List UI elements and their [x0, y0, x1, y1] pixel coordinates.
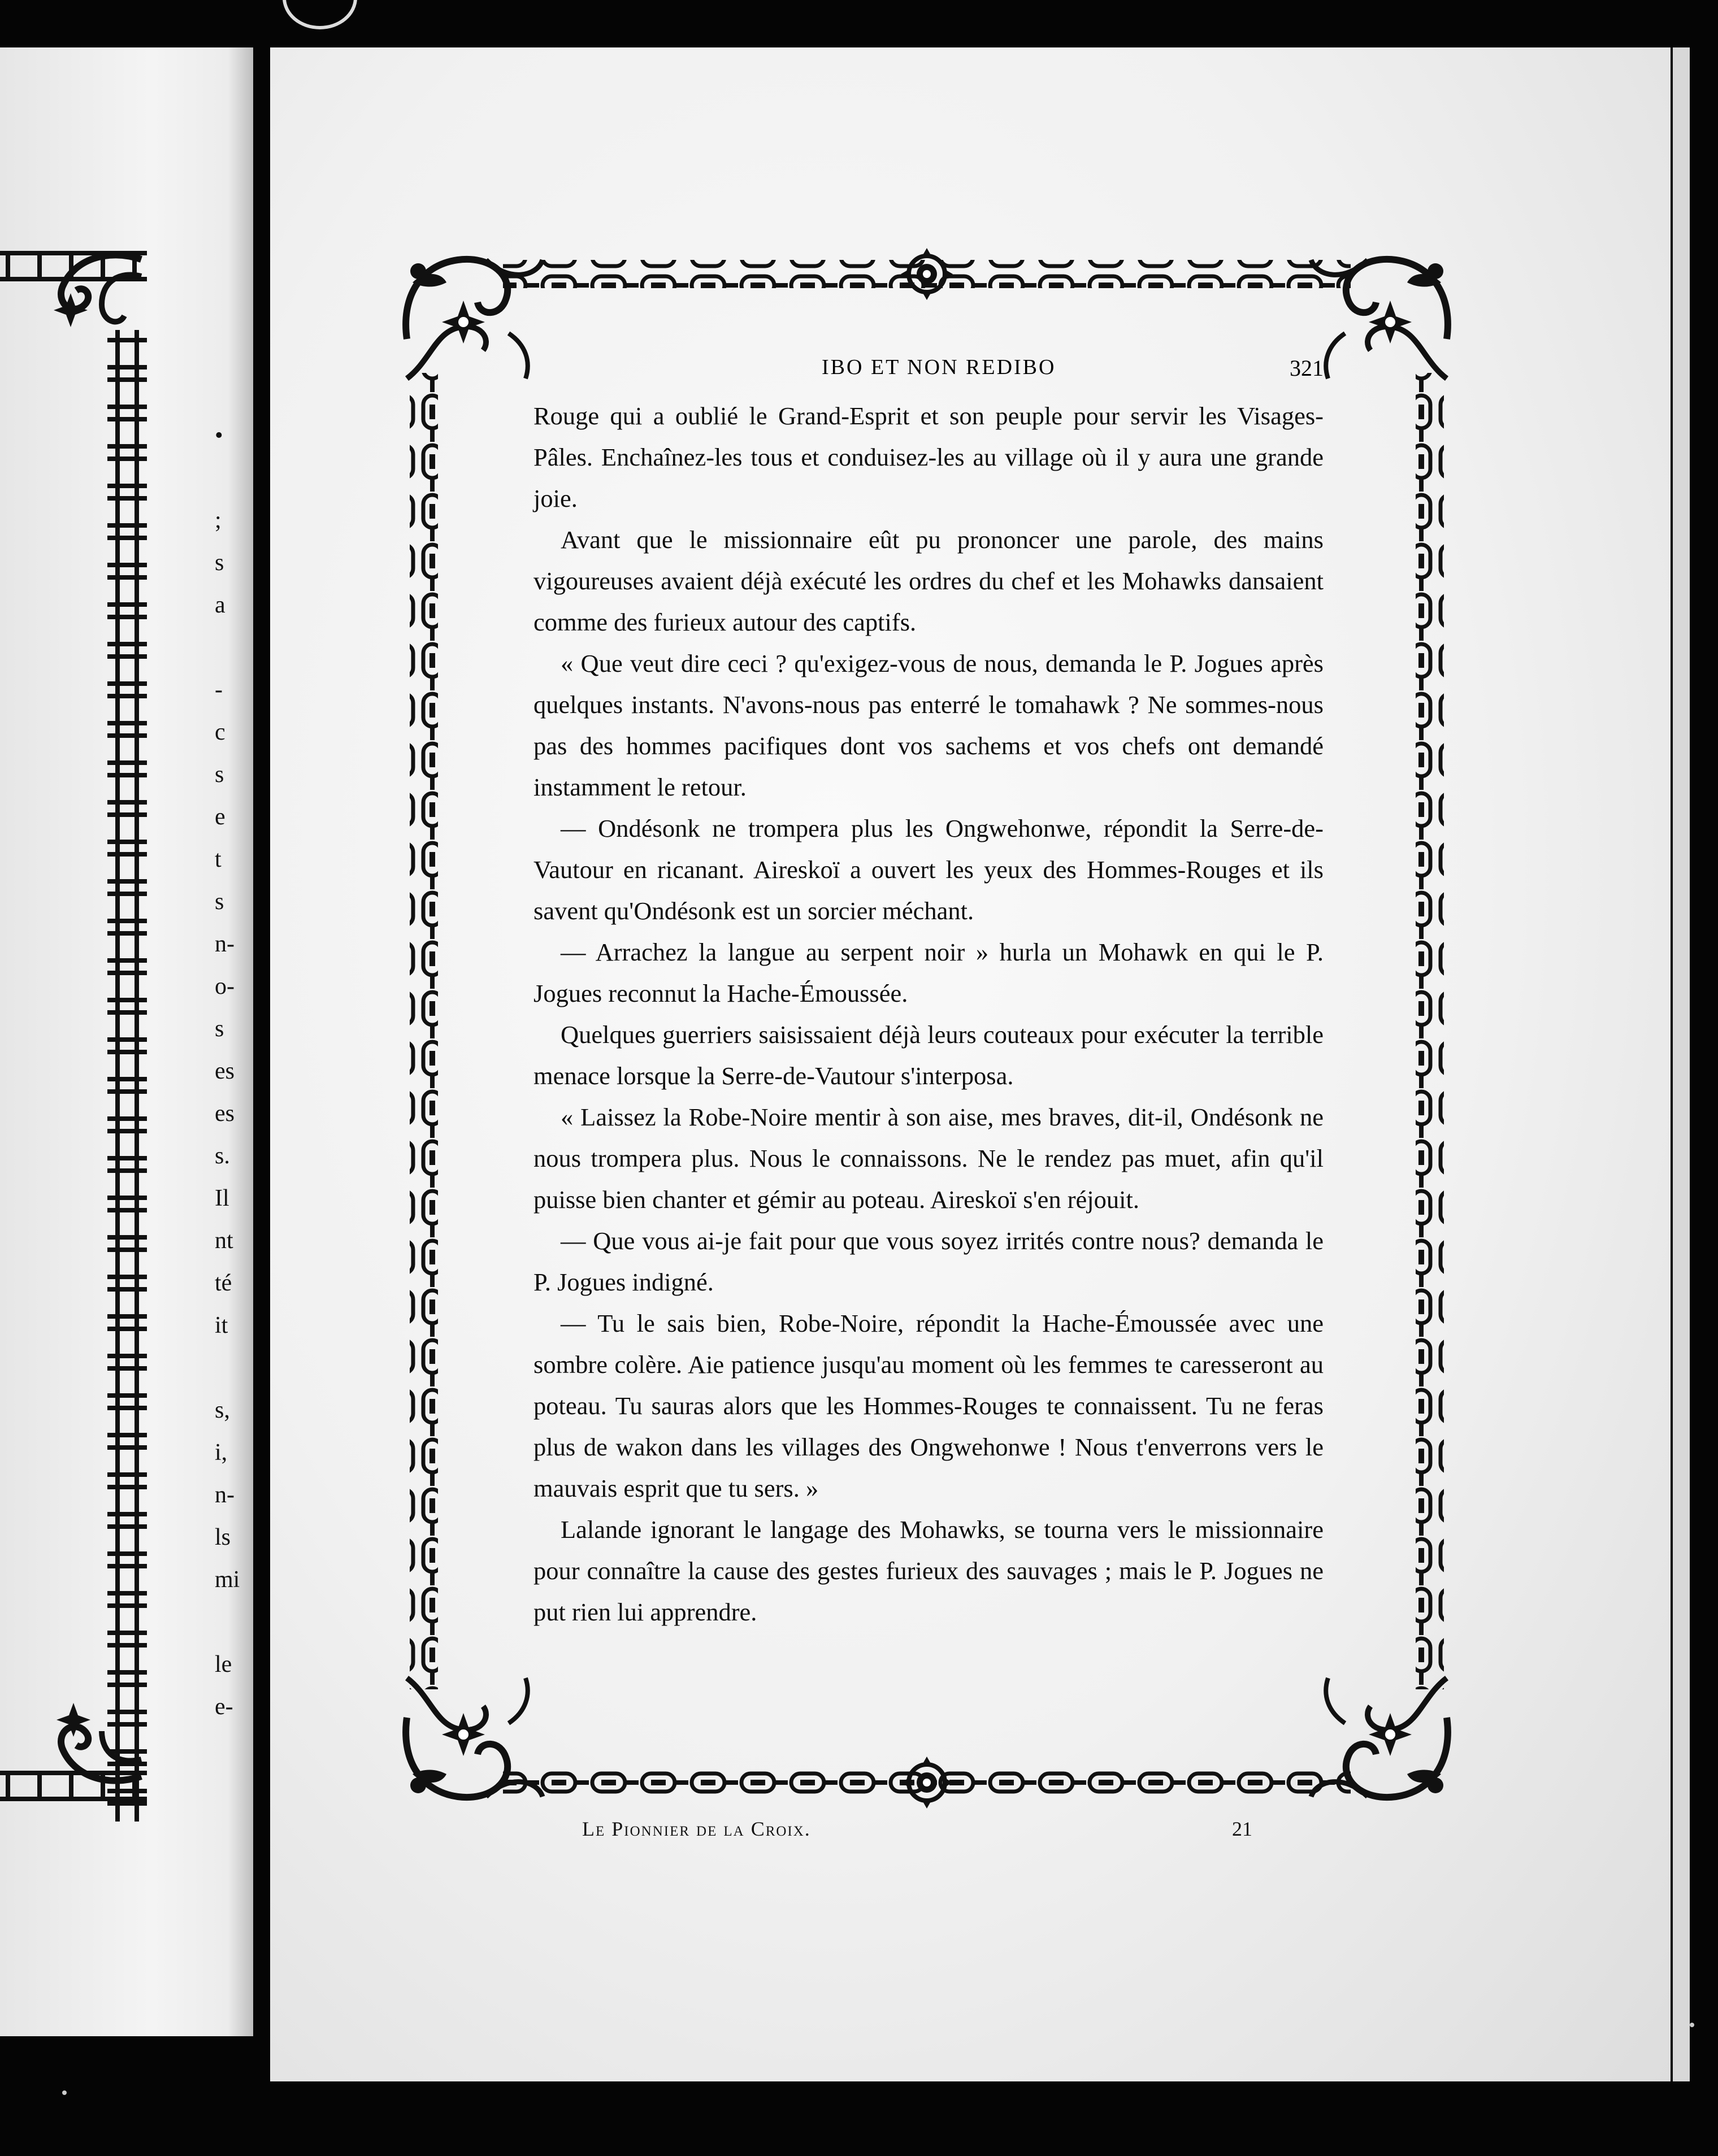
page-footer [582, 1817, 1260, 1845]
text-fragment: s. [215, 1143, 230, 1169]
signature-mark: 21 [1232, 1818, 1252, 1840]
text-fragment: n- [215, 1482, 235, 1508]
text-fragment: t [215, 846, 222, 872]
text-fragment: s [215, 550, 224, 576]
paragraph: — Tu le sais bien, Robe-Noire, répondit la Hache-Émoussée avec une sombre colère. Aie patience jusqu'au moment où les femmes te caresseront au poteau. Tu sauras alors que les Hommes-Rouges te connaissent. Tu ne feras plus de wakon dans les villages des Ongwehonwe ! Nous t'enverrons vers le mauvais esprit que tu sers. » [533, 1309, 1324, 1502]
running-head-title: IBO ET NON REDIBO [822, 355, 1056, 379]
running-head [533, 355, 1324, 389]
text-fragment: c [215, 719, 225, 745]
text-fragment: es [215, 1058, 235, 1084]
text-fragment: ; [215, 507, 222, 533]
footer-book-title: Le Pionnier de la Croix. [582, 1818, 811, 1840]
text-fragment: e [215, 804, 225, 830]
body-text [533, 395, 1324, 1633]
floral-ornament-icon [40, 242, 147, 350]
scan-speck [1690, 2023, 1694, 2027]
paragraph: Quelques guerriers saisissaient déjà leurs couteaux pour exécuter la terrible menace lorsque la Serre-de-Vautour s'interposa. [533, 1020, 1324, 1090]
text-fragment: • [215, 423, 223, 449]
paragraph: Rouge qui a oublié le Grand-Esprit et son peuple pour servir les Visages-Pâles. Enchaînez-les tous et conduisez-les au village où il y aura une grande joie. [533, 402, 1324, 512]
text-fragment: n- [215, 931, 235, 957]
text-fragment: i, [215, 1440, 228, 1466]
text-fragment: le [215, 1651, 232, 1677]
paragraph: — Que vous ai-je fait pour que vous soyez irrités contre nous? demanda le P. Jogues indigné. [533, 1227, 1324, 1296]
text-fragment: s [215, 762, 224, 788]
paragraph: — Arrachez la langue au serpent noir » hurla un Mohawk en qui le P. Jogues reconnut la Hache-Émoussée. [533, 938, 1324, 1007]
text-fragment: e- [215, 1694, 233, 1720]
text-fragment: té [215, 1270, 232, 1296]
text-fragment: o- [215, 973, 235, 999]
text-fragment: s [215, 889, 224, 915]
text-fragment: a [215, 592, 225, 618]
text-fragment: ls [215, 1524, 231, 1550]
paragraph: Avant que le missionnaire eût pu prononcer une parole, des mains vigoureuses avaient déjà exécuté les ordres du chef et les Mohawks dansaient comme des furieux autour des captifs. [533, 525, 1324, 636]
text-fragment: it [215, 1312, 228, 1338]
text-fragment: es [215, 1101, 235, 1127]
left-chain-border-vertical [107, 330, 147, 1822]
left-page [0, 47, 253, 2036]
text-fragment: mi [215, 1567, 240, 1593]
text-fragment: - [215, 677, 223, 703]
paragraph: « Laissez la Robe-Noire mentir à son aise, mes braves, dit-il, Ondésonk ne nous trompera plus. Nous le connaissons. Ne le rendez pas muet, afin qu'il puisse bien chanter et gémir au poteau. Aireskoï s'en réjouit. [533, 1103, 1324, 1214]
paragraph: « Que veut dire ceci ? qu'exigez-vous de nous, demanda le P. Jogues après quelques instants. N'avons-nous pas enterré le tomahawk ? Ne sommes-nous pas des hommes pacifiques dont vos sachems et vos chefs ont demandé instamment le retour. [533, 649, 1324, 801]
text-fragment: s, [215, 1397, 230, 1423]
left-page-text-fragments [215, 415, 253, 1728]
scan-speck [62, 2090, 67, 2095]
page-edge [1673, 47, 1690, 2081]
paragraph: — Ondésonk ne trompera plus les Ongwehonwe, répondit la Serre-de-Vautour en ricanant. Aireskoï a ouvert les yeux des Hommes-Rouges et ils savent qu'Ondésonk est un sorcier méchant. [533, 814, 1324, 925]
page-number: 321 [1290, 355, 1324, 381]
text-fragment: Il [215, 1185, 229, 1211]
text-fragment: nt [215, 1228, 233, 1254]
floral-ornament-icon [40, 1686, 147, 1793]
paragraph: Lalande ignorant le langage des Mohawks, se tourna vers le missionnaire pour connaître la cause des gestes furieux des sauvages ; mais le P. Jogues ne put rien lui apprendre. [533, 1515, 1324, 1626]
text-fragment: s [215, 1016, 224, 1042]
